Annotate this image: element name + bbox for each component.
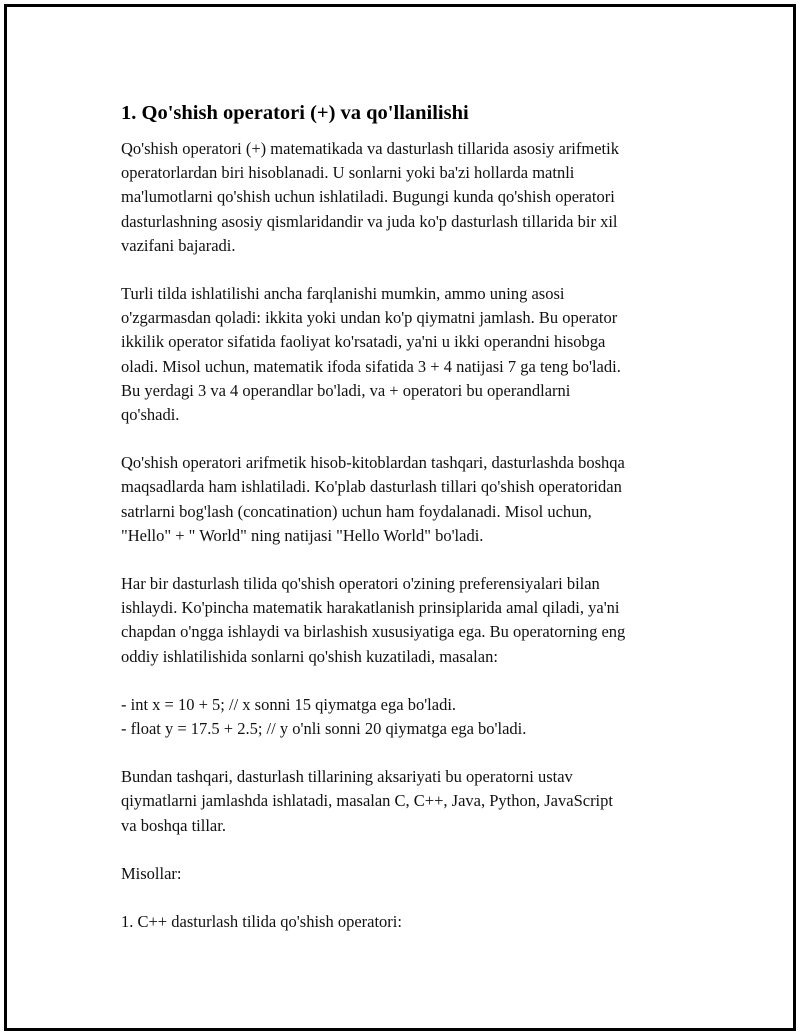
paragraph-concatenation [121, 451, 701, 548]
text-line: Qo'shish operatori (+) matematikada va dasturlash tillarida asosiy arifmetik [121, 139, 619, 158]
text-line: qo'shadi. [121, 405, 180, 425]
text-line: Misollar: [121, 863, 182, 883]
text-line: chapdan o'ngga ishlaydi va birlashish xususiyatiga ega. Bu operatorning eng [121, 622, 626, 642]
text-line: Har bir dasturlash tilida qo'shish operatori o'zining preferensiyalari bilan [121, 574, 600, 594]
paragraph-properties [121, 572, 701, 669]
text-line: qiymatlarni jamlashda ishlatadi, masalan C, C++, Java, Python, JavaScript [121, 791, 613, 811]
section-heading: 1. Qo'shish operatori (+) va qo'llanilishi [121, 102, 469, 124]
text-line: satrlarni bog'lash (concatination) uchun ham foydalanadi. Misol uchun, [121, 501, 592, 521]
text-line: "Hello" + " World" ning natijasi "Hello World" bo'ladi. [121, 525, 484, 545]
paragraph-languages [121, 765, 701, 838]
code-examples-list [121, 693, 701, 741]
text-line: o'zgarmasdan qoladi: ikkita yoki undan ko'p qiymatni jamlash. Bu operator [121, 308, 618, 328]
examples-label [121, 862, 701, 886]
paragraph-usage [121, 282, 701, 427]
text-line: Bu yerdagi 3 va 4 operandlar bo'ladi, va + operatori bu operandlarni [121, 380, 571, 400]
text-line: Turli tilda ishlatilishi ancha farqlanishi mumkin, ammo uning asosi [121, 284, 565, 304]
text-line: 1. C++ dasturlash tilida qo'shish operatori: [121, 912, 402, 932]
text-line: va boshqa tillar. [121, 815, 226, 835]
text-line: Qo'shish operatori arifmetik hisob-kitoblardan tashqari, dasturlashda boshqa [121, 453, 625, 473]
text-line: Bundan tashqari, dasturlash tillarining aksariyati bu operatorni ustav [121, 767, 573, 787]
text-line: ishlaydi. Ko'pincha matematik harakatlanish prinsiplarida amal qiladi, ya'ni [121, 598, 620, 618]
document-body [121, 99, 701, 958]
paragraph-intro [121, 137, 701, 258]
list-item: - int x = 10 + 5; // x sonni 15 qiymatga ega bo'ladi. [121, 694, 457, 714]
text-line: ma'lumotlarni qo'shish uchun ishlatiladi. Bugungi kunda qo'shish operatori [121, 187, 615, 207]
text-line: dasturlashning asosiy qismlaridandir va juda ko'p dasturlash tillarida bir xil [121, 211, 618, 231]
text-line: oladi. Misol uchun, matematik ifoda sifatida 3 + 4 natijasi 7 ga teng bo'ladi. [121, 356, 621, 376]
text-line: vazifani bajaradi. [121, 235, 236, 255]
list-item: - float y = 17.5 + 2.5; // y o'nli sonni 20 qiymatga ega bo'ladi. [121, 719, 527, 739]
text-line: ikkilik operator sifatida faoliyat ko'rsatadi, ya'ni u ikki operandni hisobga [121, 332, 606, 352]
text-line: oddiy ishlatilishida sonlarni qo'shish kuzatiladi, masalan: [121, 646, 498, 666]
text-line: operatorlardan biri hisoblanadi. U sonlarni yoki ba'zi hollarda matnli [121, 163, 575, 183]
example-cpp-heading [121, 910, 701, 934]
page-frame [4, 4, 796, 1031]
text-line: maqsadlarda ham ishlatiladi. Ko'plab dasturlash tillari qo'shish operatoridan [121, 477, 622, 497]
